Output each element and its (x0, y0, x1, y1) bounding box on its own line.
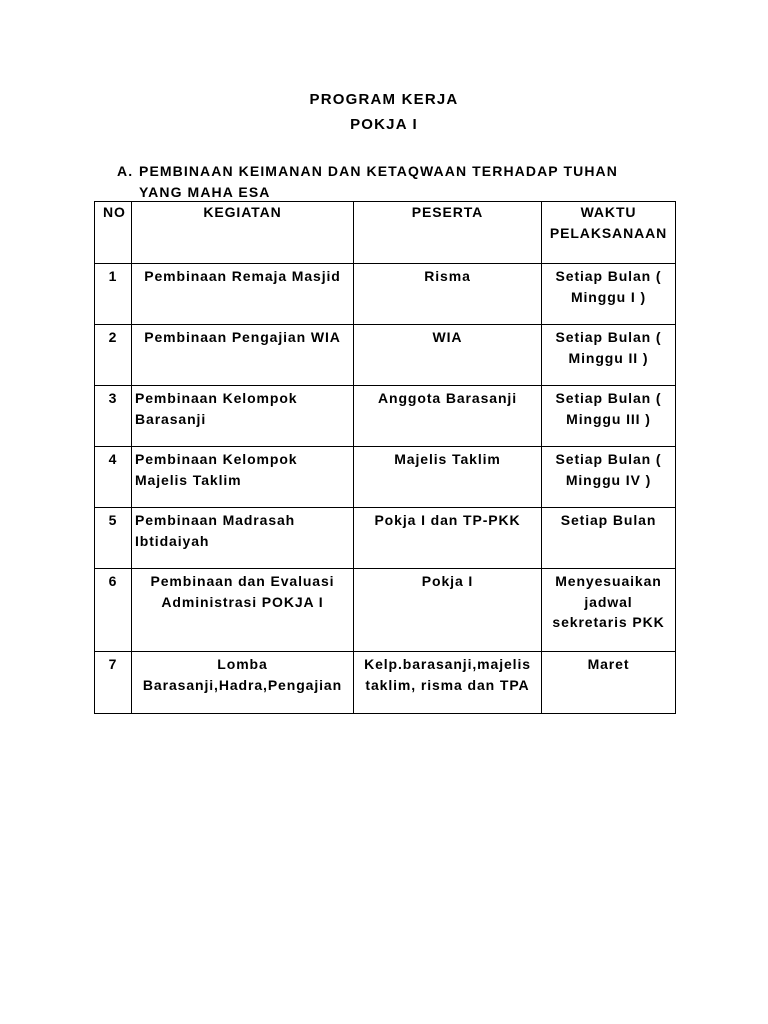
column-header-peserta: PESERTA (354, 202, 542, 264)
cell-kegiatan: Pembinaan Madrasah Ibtidaiyah (132, 508, 354, 569)
table-row (95, 569, 676, 652)
program-table (94, 201, 676, 714)
cell-kegiatan: Pembinaan Remaja Masjid (132, 264, 354, 325)
cell-waktu: Maret (542, 652, 676, 714)
cell-peserta: Risma (354, 264, 542, 325)
cell-waktu: Setiap Bulan (542, 508, 676, 569)
cell-waktu: Setiap Bulan ( Minggu I ) (542, 264, 676, 325)
cell-kegiatan: Pembinaan Pengajian WIA (132, 325, 354, 386)
page-title: PROGRAM KERJA (309, 91, 459, 108)
cell-kegiatan: Pembinaan Kelompok Majelis Taklim (132, 447, 354, 508)
cell-waktu: Setiap Bulan ( Minggu IV ) (542, 447, 676, 508)
section-title-line1: PEMBINAAN KEIMANAN DAN KETAQWAAN TERHADAP TUHAN (139, 163, 618, 179)
table-header-row (95, 202, 676, 264)
column-header-kegiatan: KEGIATAN (132, 202, 354, 264)
cell-peserta: WIA (354, 325, 542, 386)
cell-kegiatan: Pembinaan dan Evaluasi Administrasi POKJA I (132, 569, 354, 652)
section-title-line2: YANG MAHA ESA (139, 184, 271, 200)
table-row (95, 508, 676, 569)
table-row (95, 447, 676, 508)
cell-peserta: Pokja I dan TP-PKK (354, 508, 542, 569)
cell-waktu: Setiap Bulan ( Minggu III ) (542, 386, 676, 447)
cell-peserta: Anggota Barasanji (354, 386, 542, 447)
table-row (95, 652, 676, 714)
cell-no: 5 (95, 508, 132, 569)
page-subtitle: POKJA I (350, 116, 418, 133)
cell-peserta: Majelis Taklim (354, 447, 542, 508)
cell-no: 1 (95, 264, 132, 325)
cell-waktu: Setiap Bulan ( Minggu II ) (542, 325, 676, 386)
cell-kegiatan: Pembinaan Kelompok Barasanji (132, 386, 354, 447)
cell-peserta: Kelp.barasanji,majelis taklim, risma dan TPA (354, 652, 542, 714)
column-header-waktu: WAKTU PELAKSANAAN (542, 202, 676, 264)
cell-no: 2 (95, 325, 132, 386)
section-marker: A. (117, 163, 134, 179)
table-row (95, 386, 676, 447)
cell-waktu: Menyesuaikan jadwal sekretaris PKK (542, 569, 676, 652)
cell-no: 4 (95, 447, 132, 508)
cell-peserta: Pokja I (354, 569, 542, 652)
cell-kegiatan: Lomba Barasanji,Hadra,Pengajian (132, 652, 354, 714)
cell-no: 6 (95, 569, 132, 652)
cell-no: 7 (95, 652, 132, 714)
table-row (95, 325, 676, 386)
section-heading (117, 161, 618, 203)
cell-no: 3 (95, 386, 132, 447)
table-row (95, 264, 676, 325)
column-header-no: NO (95, 202, 132, 264)
